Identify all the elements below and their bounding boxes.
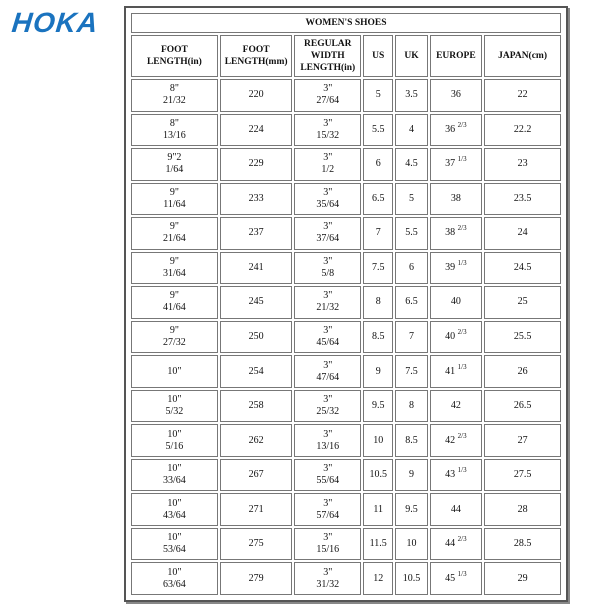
cell-text: 35/64 — [316, 198, 340, 210]
cell-text: 25/32 — [316, 406, 340, 418]
europe-fraction: 2/3 — [457, 327, 467, 336]
cell-regular-width — [294, 355, 361, 388]
table-row — [131, 459, 561, 492]
cell-text: 22.2 — [513, 123, 532, 135]
cell-text: 29 — [517, 572, 528, 584]
cell-text: 10" — [167, 566, 182, 578]
column-header-text: REGULAR — [304, 39, 352, 49]
cell-text: 7 — [375, 227, 381, 239]
cell-text: 15/16 — [316, 544, 340, 556]
column-header-text: UK — [404, 51, 419, 61]
cell-japan — [484, 321, 561, 354]
cell-foot-length-mm — [220, 355, 293, 388]
cell-text: 1/2 — [321, 164, 335, 176]
cell-text: 40 — [445, 330, 456, 342]
cell-text: 39 — [445, 261, 456, 273]
cell-text: 11 — [373, 503, 384, 515]
cell-text: 5.5 — [405, 227, 418, 239]
table-row — [131, 217, 561, 250]
cell-regular-width — [294, 562, 361, 595]
cell-text: 31/64 — [163, 267, 186, 279]
cell-text: 267 — [248, 469, 264, 481]
cell-japan — [484, 217, 561, 250]
cell-foot-length-in — [131, 252, 218, 285]
size-chart-body — [131, 79, 561, 595]
cell-text: 33/64 — [163, 475, 186, 487]
cell-text: 8.5 — [405, 434, 418, 446]
cell-japan — [484, 355, 561, 388]
cell-foot-length-mm — [220, 424, 293, 457]
cell-foot-length-in — [131, 459, 218, 492]
cell-text: 8.5 — [371, 330, 385, 342]
cell-foot-length-in — [131, 355, 218, 388]
cell-uk — [395, 424, 427, 457]
cell-text: 6.5 — [371, 192, 385, 204]
cell-text: 10 — [406, 538, 417, 550]
cell-text: 9" — [169, 290, 179, 302]
cell-text: 10" — [167, 463, 182, 475]
column-header-regular-width-length — [294, 35, 361, 77]
cell-uk — [395, 390, 427, 423]
cell-text: 220 — [248, 89, 264, 101]
cell-europe — [430, 114, 482, 147]
cell-text: 5.5 — [371, 123, 385, 135]
cell-text: 9.5 — [405, 503, 418, 515]
cell-text: 21/32 — [316, 302, 340, 314]
cell-text: 10.5 — [369, 469, 387, 481]
cell-us — [363, 148, 393, 181]
cell-text: 3" — [323, 428, 333, 440]
cell-text: 13/16 — [316, 440, 340, 452]
cell-text: 27/32 — [163, 336, 186, 348]
cell-text: 27 — [517, 434, 528, 446]
cell-text: 12 — [373, 572, 384, 584]
cell-text: 262 — [248, 434, 264, 446]
cell-uk — [395, 252, 427, 285]
cell-text: 224 — [248, 123, 264, 135]
cell-text: 275 — [248, 538, 264, 550]
cell-foot-length-mm — [220, 493, 293, 526]
cell-us — [363, 79, 393, 112]
cell-text: 6 — [375, 158, 381, 170]
cell-text: 4 — [409, 123, 414, 135]
cell-text: 40 — [450, 296, 461, 308]
cell-regular-width — [294, 424, 361, 457]
cell-text: 44 — [445, 538, 456, 550]
cell-japan — [484, 114, 561, 147]
cell-regular-width — [294, 390, 361, 423]
cell-regular-width — [294, 528, 361, 561]
cell-text: 3" — [323, 394, 333, 406]
cell-text: 42 — [445, 434, 456, 446]
cell-text: 229 — [248, 158, 264, 170]
column-header-row — [131, 35, 561, 77]
cell-uk — [395, 493, 427, 526]
table-row — [131, 286, 561, 319]
cell-regular-width — [294, 252, 361, 285]
cell-text: 10" — [167, 497, 182, 509]
column-header-text: LENGTH(mm) — [224, 57, 288, 67]
cell-text: 7.5 — [371, 261, 385, 273]
table-row — [131, 114, 561, 147]
cell-text: 3" — [323, 359, 333, 371]
cell-europe — [430, 562, 482, 595]
europe-fraction: 1/3 — [457, 362, 467, 371]
cell-us — [363, 355, 393, 388]
cell-uk — [395, 183, 427, 216]
cell-text: 24 — [517, 227, 528, 239]
europe-fraction: 2/3 — [457, 224, 467, 233]
cell-foot-length-in — [131, 148, 218, 181]
cell-text: 6.5 — [405, 296, 418, 308]
europe-fraction: 2/3 — [457, 120, 467, 129]
cell-europe — [430, 321, 482, 354]
cell-europe — [430, 528, 482, 561]
cell-foot-length-in — [131, 114, 218, 147]
cell-text: 8" — [169, 83, 179, 95]
cell-text: 3" — [323, 290, 333, 302]
cell-text: 3.5 — [405, 89, 418, 101]
cell-foot-length-mm — [220, 79, 293, 112]
cell-us — [363, 459, 393, 492]
cell-europe — [430, 217, 482, 250]
chart-title: WOMEN'S SHOES — [131, 13, 561, 33]
column-header-text: WIDTH — [310, 51, 345, 61]
cell-text: 279 — [248, 572, 264, 584]
cell-text: 31/32 — [316, 578, 340, 590]
cell-text: 3" — [323, 566, 333, 578]
cell-text: 271 — [248, 503, 264, 515]
cell-us — [363, 390, 393, 423]
cell-regular-width — [294, 79, 361, 112]
cell-us — [363, 424, 393, 457]
cell-text: 21/64 — [163, 233, 186, 245]
cell-foot-length-in — [131, 528, 218, 561]
cell-text: 4.5 — [405, 158, 418, 170]
cell-text: 47/64 — [316, 371, 340, 383]
cell-text: 9" — [169, 255, 179, 267]
cell-text: 44 — [450, 503, 461, 515]
cell-europe — [430, 183, 482, 216]
cell-foot-length-mm — [220, 286, 293, 319]
cell-japan — [484, 424, 561, 457]
cell-text: 53/64 — [163, 544, 186, 556]
cell-text: 11.5 — [369, 538, 387, 550]
cell-text: 63/64 — [163, 578, 186, 590]
cell-text: 38 — [450, 192, 461, 204]
cell-text: 237 — [248, 227, 264, 239]
cell-text: 41 — [445, 365, 456, 377]
cell-foot-length-in — [131, 424, 218, 457]
cell-text: 3" — [323, 497, 333, 509]
cell-text: 37/64 — [316, 233, 340, 245]
europe-fraction: 1/3 — [457, 569, 467, 578]
cell-foot-length-in — [131, 321, 218, 354]
cell-text: 5/32 — [165, 406, 184, 418]
cell-japan — [484, 252, 561, 285]
cell-foot-length-mm — [220, 252, 293, 285]
europe-fraction: 1/3 — [457, 155, 467, 164]
cell-text: 8" — [169, 117, 179, 129]
cell-europe — [430, 390, 482, 423]
cell-foot-length-mm — [220, 183, 293, 216]
cell-europe — [430, 355, 482, 388]
cell-europe — [430, 79, 482, 112]
cell-foot-length-in — [131, 79, 218, 112]
cell-uk — [395, 79, 427, 112]
cell-text: 9"2 — [167, 152, 182, 164]
cell-us — [363, 252, 393, 285]
cell-text: 10" — [167, 365, 182, 377]
cell-japan — [484, 493, 561, 526]
cell-text: 45/64 — [316, 336, 340, 348]
cell-text: 8 — [409, 400, 414, 412]
cell-foot-length-in — [131, 183, 218, 216]
cell-text: 8 — [375, 296, 381, 308]
cell-regular-width — [294, 183, 361, 216]
hoka-logo: HOKA — [10, 7, 101, 38]
cell-japan — [484, 528, 561, 561]
cell-foot-length-mm — [220, 528, 293, 561]
cell-text: 9" — [169, 186, 179, 198]
cell-japan — [484, 183, 561, 216]
cell-regular-width — [294, 493, 361, 526]
table-row — [131, 79, 561, 112]
cell-text: 9" — [169, 324, 179, 336]
cell-japan — [484, 562, 561, 595]
cell-europe — [430, 148, 482, 181]
cell-us — [363, 493, 393, 526]
cell-us — [363, 562, 393, 595]
cell-text: 3" — [323, 83, 333, 95]
cell-japan — [484, 148, 561, 181]
cell-text: 21/32 — [163, 95, 186, 107]
cell-foot-length-in — [131, 493, 218, 526]
cell-text: 3" — [323, 324, 333, 336]
cell-foot-length-mm — [220, 562, 293, 595]
column-header-text: FOOT — [160, 45, 188, 55]
cell-foot-length-in — [131, 217, 218, 250]
cell-us — [363, 114, 393, 147]
column-header-text: EUROPE — [436, 51, 476, 61]
cell-japan — [484, 459, 561, 492]
cell-text: 9 — [375, 365, 381, 377]
size-chart-frame — [124, 6, 568, 602]
cell-text: 13/16 — [163, 129, 186, 141]
cell-text: 10" — [167, 428, 182, 440]
cell-foot-length-mm — [220, 114, 293, 147]
cell-uk — [395, 528, 427, 561]
column-header-japan — [484, 35, 561, 77]
cell-text: 3" — [323, 152, 333, 164]
cell-text: 10" — [167, 532, 182, 544]
table-row — [131, 493, 561, 526]
cell-text: 36 — [450, 89, 461, 101]
cell-europe — [430, 459, 482, 492]
cell-text: 3" — [323, 255, 333, 267]
cell-text: 38 — [445, 227, 456, 239]
cell-text: 41/64 — [163, 302, 186, 314]
europe-fraction: 1/3 — [457, 466, 467, 475]
cell-foot-length-mm — [220, 321, 293, 354]
cell-text: 23 — [517, 158, 528, 170]
cell-regular-width — [294, 321, 361, 354]
table-row — [131, 355, 561, 388]
cell-text: 5/16 — [165, 440, 184, 452]
cell-text: 26.5 — [513, 400, 532, 412]
table-row — [131, 390, 561, 423]
cell-text: 3" — [323, 532, 333, 544]
column-header-foot-length-in — [131, 35, 218, 77]
cell-uk — [395, 217, 427, 250]
table-row — [131, 424, 561, 457]
column-header-text: LENGTH(in) — [300, 63, 356, 73]
cell-text: 42 — [450, 400, 461, 412]
cell-text: 9 — [409, 469, 414, 481]
cell-uk — [395, 286, 427, 319]
column-header-text: LENGTH(in) — [146, 57, 202, 67]
cell-text: 233 — [248, 192, 264, 204]
column-header-text: US — [372, 51, 385, 61]
cell-text: 37 — [445, 158, 456, 170]
cell-uk — [395, 562, 427, 595]
cell-text: 25.5 — [513, 330, 532, 342]
table-row — [131, 321, 561, 354]
cell-europe — [430, 493, 482, 526]
cell-foot-length-in — [131, 286, 218, 319]
cell-text: 7.5 — [405, 365, 418, 377]
cell-text: 43 — [445, 469, 456, 481]
cell-text: 24.5 — [513, 261, 532, 273]
cell-foot-length-mm — [220, 217, 293, 250]
cell-regular-width — [294, 217, 361, 250]
column-header-text: FOOT — [242, 45, 270, 55]
europe-fraction: 2/3 — [457, 535, 467, 544]
cell-foot-length-mm — [220, 459, 293, 492]
column-header-us — [363, 35, 393, 77]
cell-text: 3" — [323, 186, 333, 198]
cell-uk — [395, 321, 427, 354]
table-row — [131, 183, 561, 216]
cell-uk — [395, 459, 427, 492]
cell-europe — [430, 424, 482, 457]
cell-text: 10" — [167, 394, 182, 406]
cell-us — [363, 528, 393, 561]
cell-uk — [395, 148, 427, 181]
cell-text: 22 — [517, 89, 528, 101]
cell-regular-width — [294, 459, 361, 492]
cell-us — [363, 286, 393, 319]
cell-uk — [395, 114, 427, 147]
cell-japan — [484, 390, 561, 423]
europe-fraction: 1/3 — [457, 258, 467, 267]
cell-text: 3" — [323, 117, 333, 129]
table-row — [131, 252, 561, 285]
cell-text: 5 — [375, 89, 381, 101]
cell-foot-length-in — [131, 562, 218, 595]
cell-text: 15/32 — [316, 129, 340, 141]
cell-us — [363, 183, 393, 216]
cell-us — [363, 217, 393, 250]
table-row — [131, 148, 561, 181]
cell-text: 10 — [373, 434, 384, 446]
cell-text: 45 — [445, 572, 456, 584]
cell-text: 27/64 — [316, 95, 340, 107]
cell-regular-width — [294, 114, 361, 147]
cell-text: 9.5 — [371, 400, 385, 412]
cell-text: 254 — [248, 365, 264, 377]
cell-text: 5/8 — [321, 267, 335, 279]
cell-text: 23.5 — [513, 192, 532, 204]
cell-text: 3" — [323, 221, 333, 233]
cell-europe — [430, 286, 482, 319]
column-header-europe — [430, 35, 482, 77]
cell-uk — [395, 355, 427, 388]
cell-text: 9" — [169, 221, 179, 233]
cell-foot-length-in — [131, 390, 218, 423]
europe-fraction: 2/3 — [457, 431, 467, 440]
cell-regular-width — [294, 148, 361, 181]
cell-text: 28 — [517, 503, 528, 515]
cell-foot-length-mm — [220, 390, 293, 423]
cell-text: 5 — [409, 192, 414, 204]
cell-text: 55/64 — [316, 475, 340, 487]
cell-foot-length-mm — [220, 148, 293, 181]
cell-text: 27.5 — [513, 469, 532, 481]
table-row — [131, 528, 561, 561]
cell-text: 25 — [517, 296, 528, 308]
size-chart-table — [129, 11, 563, 597]
cell-text: 250 — [248, 330, 264, 342]
cell-text: 7 — [409, 330, 414, 342]
cell-text: 43/64 — [163, 509, 186, 521]
cell-text: 6 — [409, 261, 414, 273]
cell-us — [363, 321, 393, 354]
cell-text: 57/64 — [316, 509, 340, 521]
cell-text: 258 — [248, 400, 264, 412]
cell-text: 3" — [323, 463, 333, 475]
column-header-text: JAPAN(cm) — [498, 51, 548, 61]
cell-japan — [484, 79, 561, 112]
cell-text: 11/64 — [163, 198, 186, 210]
cell-text: 26 — [517, 365, 528, 377]
cell-text: 241 — [248, 261, 264, 273]
cell-europe — [430, 252, 482, 285]
cell-text: 245 — [248, 296, 264, 308]
column-header-uk — [395, 35, 427, 77]
cell-text: 36 — [445, 123, 456, 135]
cell-japan — [484, 286, 561, 319]
cell-text: 10.5 — [402, 572, 421, 584]
column-header-foot-length-mm — [220, 35, 293, 77]
cell-text: 1/64 — [165, 164, 184, 176]
cell-regular-width — [294, 286, 361, 319]
table-row — [131, 562, 561, 595]
cell-text: 28.5 — [513, 538, 532, 550]
